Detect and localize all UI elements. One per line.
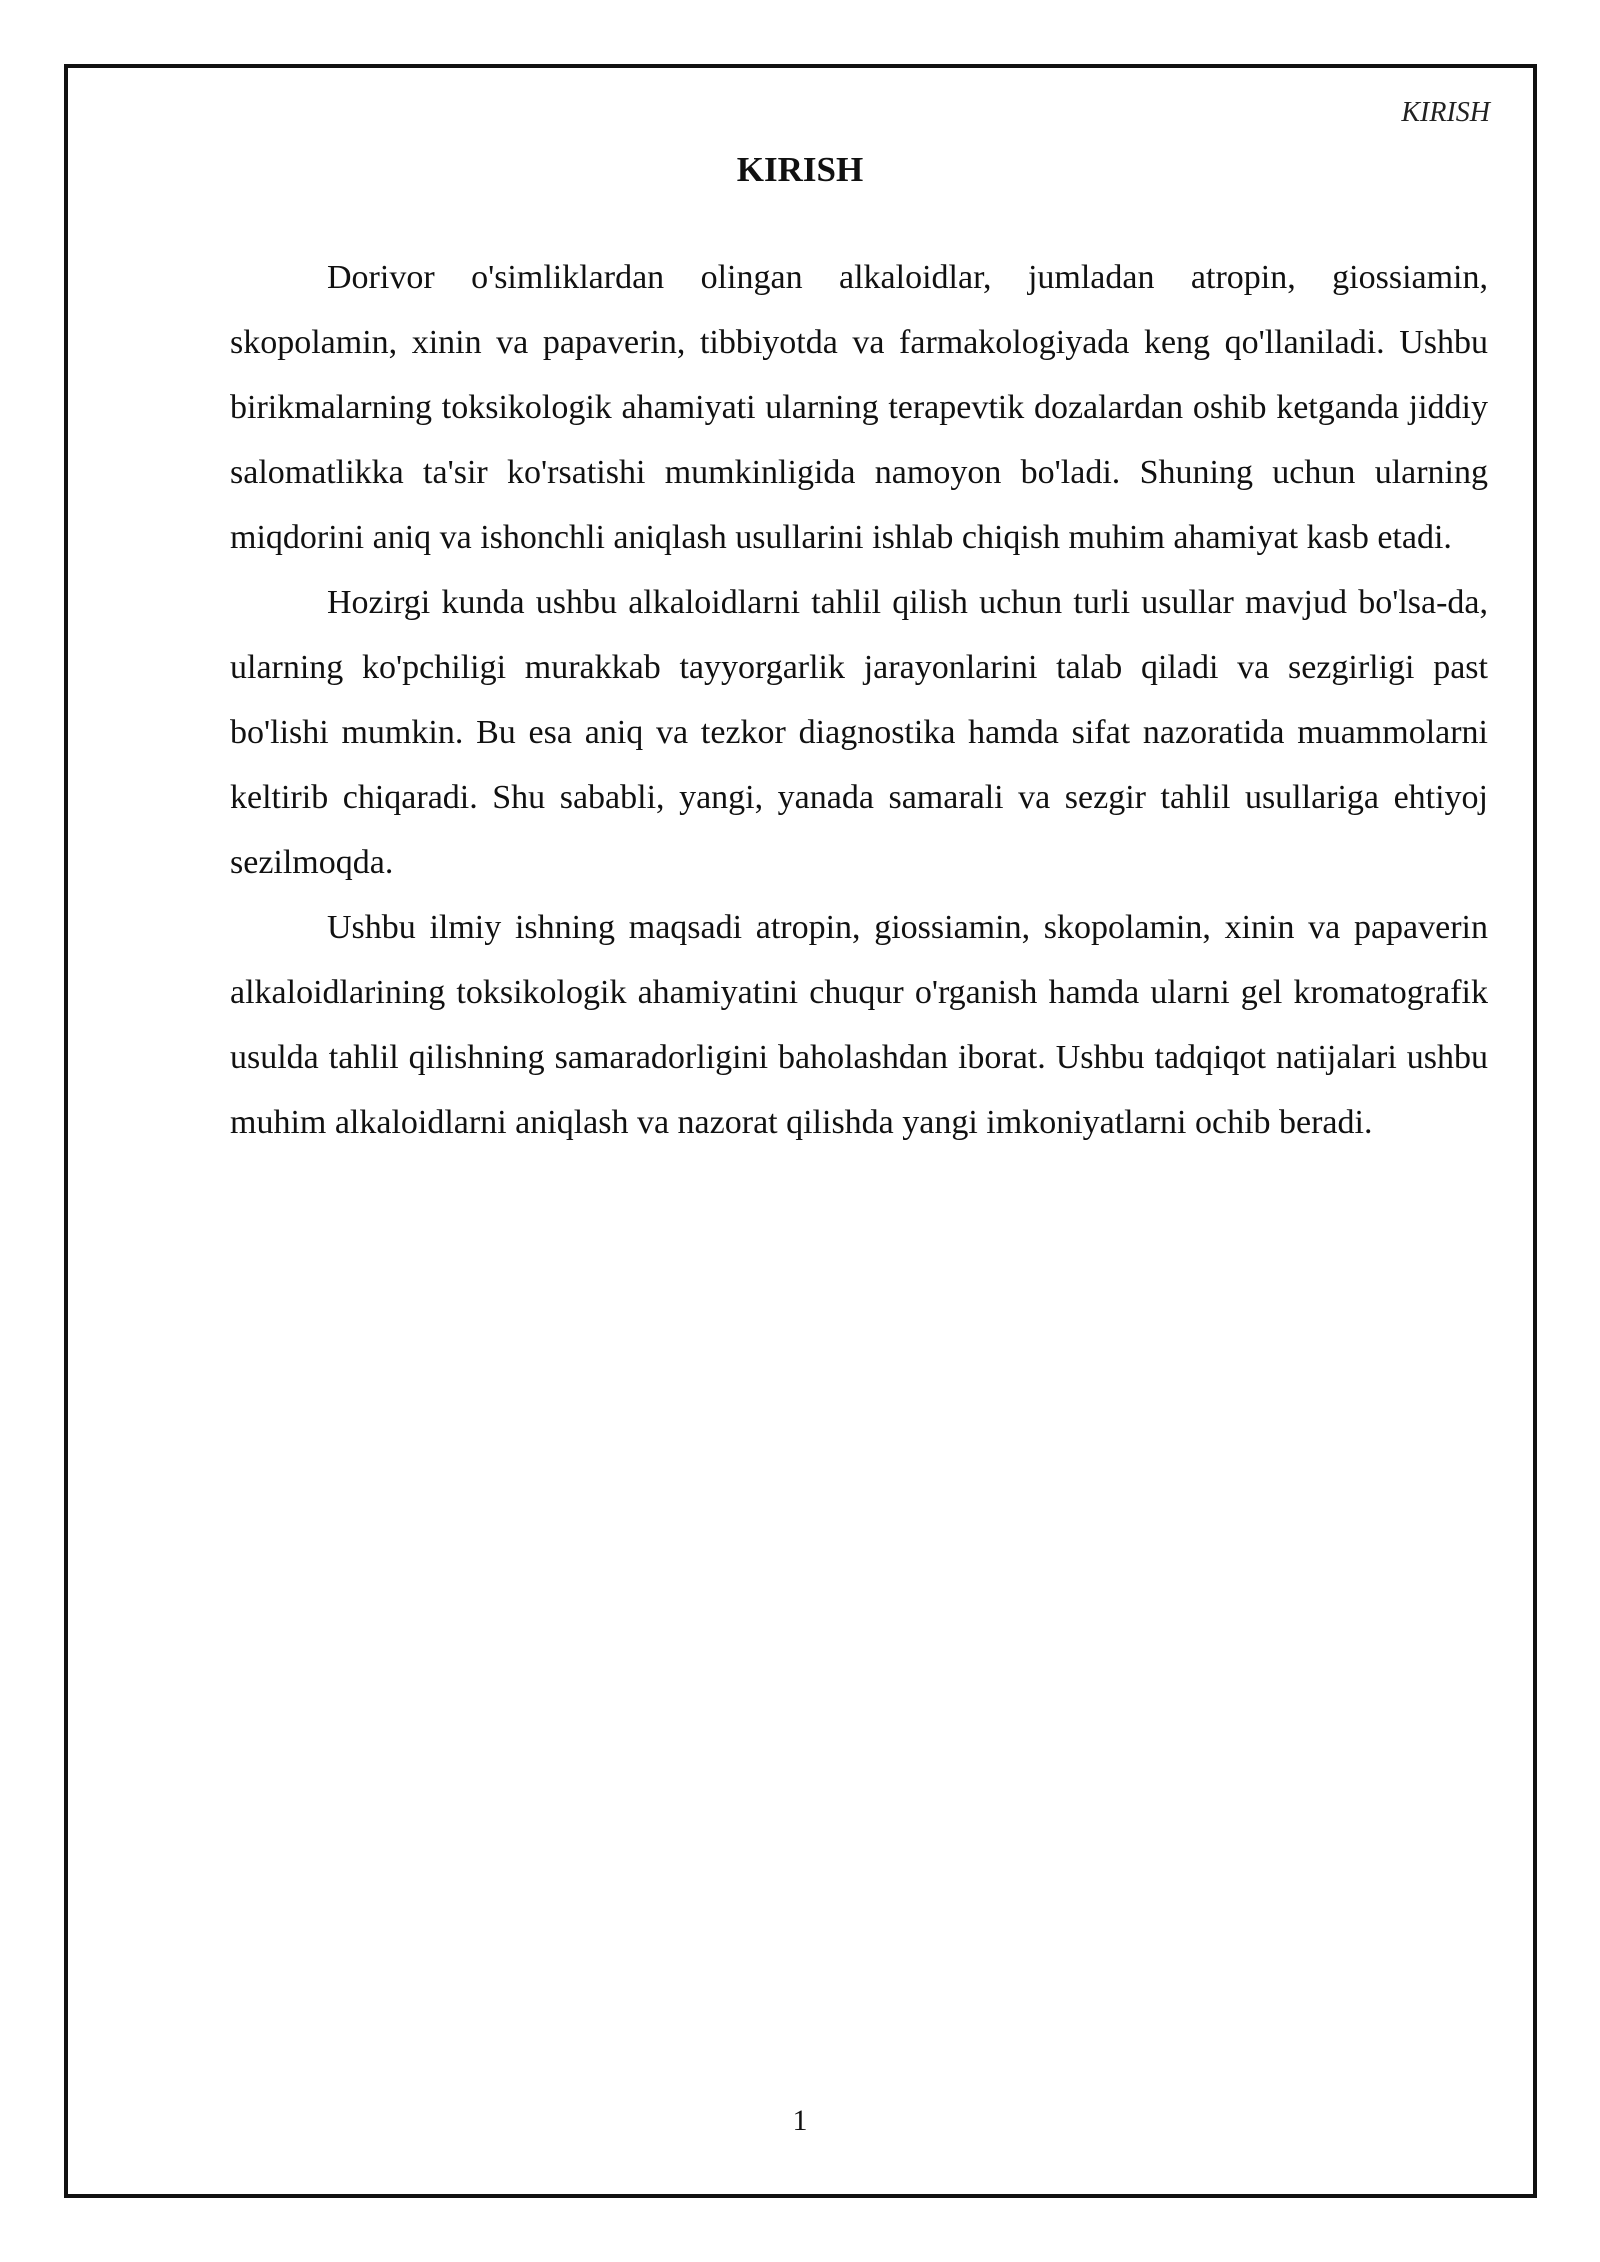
running-header: KIRISH <box>1401 97 1490 128</box>
paragraph-1: Dorivor o'simliklardan olingan alkaloidlar, jumladan atropin, giossiamin, skopolamin, xinin va papaverin, tibbiyotda va farmakologiyada keng qo'llaniladi. Ushbu birikmalarning toksikologik ahamiyati ularning terapevtik dozalardan oshib ketganda jiddiy salomatlikka ta'sir ko'rsatishi mumkinligida namoyon bo'ladi. Shuning uchun ularning miqdorini aniq va ishonchli aniqlash usullarini ishlab chiqish muhim ahamiyat kasb etadi. <box>230 259 1488 556</box>
paragraph-3: Ushbu ilmiy ishning maqsadi atropin, giossiamin, skopolamin, xinin va papaverin alkaloidlarining toksikologik ahamiyatini chuqur o'rganish hamda ularni gel kromatografik usulda tahlil qilishning samaradorligini baholashdan iborat. Ushbu tadqiqot natijalari ushbu muhim alkaloidlarni aniqlash va nazorat qilishda yangi imkoniyatlarni ochib beradi. <box>230 909 1488 1141</box>
document-body <box>230 245 1488 1155</box>
document-title: KIRISH <box>736 150 864 189</box>
paragraph-2: Hozirgi kunda ushbu alkaloidlarni tahlil qilish uchun turli usullar mavjud bo'lsa-da, ularning ko'pchiligi murakkab tayyorgarlik jarayonlarini talab qiladi va sezgirligi past bo'lishi mumkin. Bu esa aniq va tezkor diagnostika hamda sifat nazoratida muammolarni keltirib chiqaradi. Shu sababli, yangi, yanada samarali va sezgir tahlil usullariga ehtiyoj sezilmoqda. <box>230 584 1488 881</box>
page-number: 1 <box>792 2104 808 2137</box>
